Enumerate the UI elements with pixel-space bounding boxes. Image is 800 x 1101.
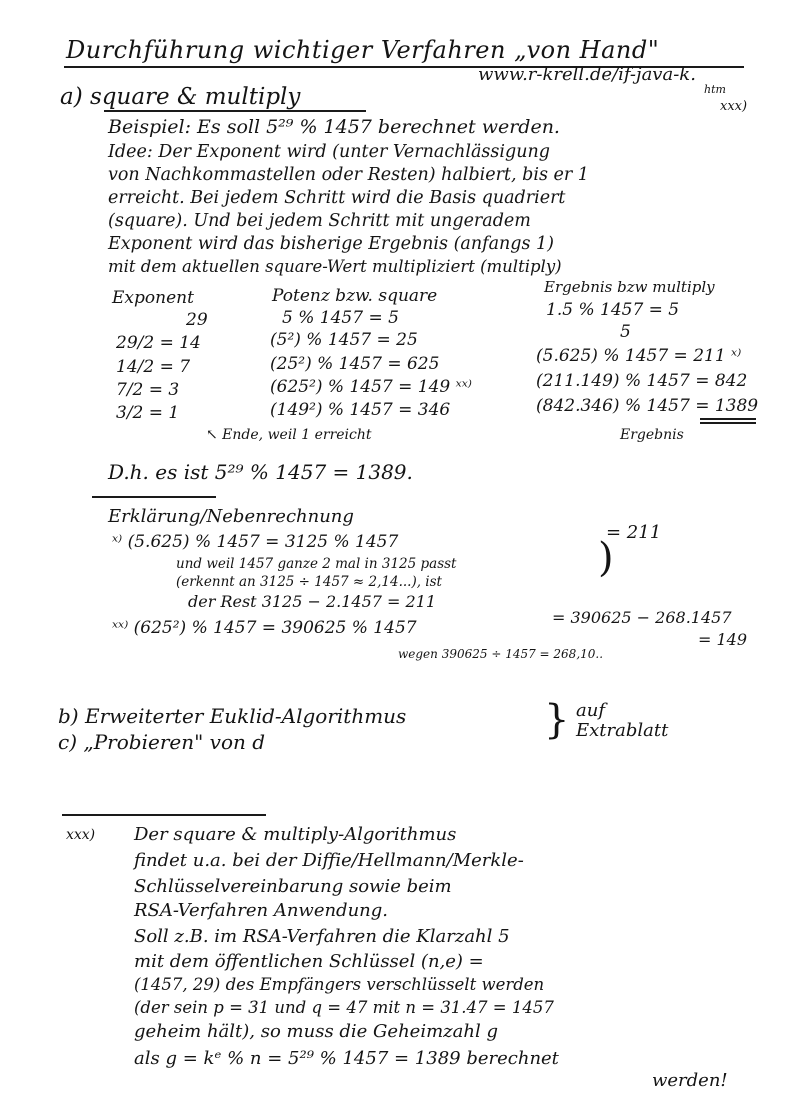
footnote-line-10: als g = kᵉ % n = 5²⁹ % 1457 = 1389 berechnet — [134, 1048, 559, 1069]
pot-row-3: (25²) % 1457 = 625 — [270, 354, 440, 374]
example-line: Beispiel: Es soll 5²⁹ % 1457 berechnet werden. — [108, 116, 560, 138]
exp-row-3: 14/2 = 7 — [116, 357, 191, 377]
footnote-line-5: Soll z.B. im RSA-Verfahren die Klarzahl 5 — [134, 926, 510, 947]
result-underline-1 — [700, 418, 756, 420]
idea-line-3: erreicht. Bei jedem Schritt wird die Basis quadriert — [108, 188, 566, 208]
pot-row-1: 5 % 1457 = 5 — [282, 308, 399, 328]
idea-line-4: (square). Und bei jedem Schritt mit ungeradem — [108, 211, 531, 231]
x1-line-3: (erkennt an 3125 ÷ 1457 ≈ 2,14...), ist — [176, 574, 442, 590]
source-url-suffix: htm — [704, 83, 726, 96]
x2-line-1: ˣˣ⁾ (625²) % 1457 = 390625 % 1457 — [112, 618, 417, 638]
footnote-line-1: Der square & multiply-Algorithmus — [134, 824, 457, 845]
end-note: ↖ Ende, weil 1 erreicht — [206, 427, 372, 443]
result-label: Ergebnis — [620, 427, 684, 443]
footnote-line-8: (der sein p = 31 und q = 47 mit n = 31.47 = 1457 — [134, 998, 554, 1017]
section-c: c) „Probieren" von d — [58, 730, 266, 754]
idea-line-5: Exponent wird das bisherige Ergebnis (anfangs 1) — [108, 234, 554, 254]
res-row-2: 5 — [620, 322, 631, 342]
col-header-ergebnis: Ergebnis bzw multiply — [544, 278, 715, 296]
x1-line-4: der Rest 3125 − 2.1457 = 211 — [188, 592, 437, 611]
footnote-line-9: geheim hält), so muss die Geheimzahl g — [134, 1021, 498, 1042]
footnote-line-11: werden! — [652, 1070, 728, 1091]
col-header-potenz: Potenz bzw. square — [272, 286, 438, 306]
footnote-line-6: mit dem öffentlichen Schlüssel (n,e) = — [134, 951, 484, 972]
section-b: b) Erweiterter Euklid-Algorithmus — [58, 704, 407, 728]
x2-equals: = 390625 − 268.1457 — [552, 608, 732, 627]
exp-row-1: 29 — [186, 310, 208, 330]
x1-brace: ) — [598, 535, 614, 581]
x1-equals: = 211 — [606, 522, 662, 543]
exp-row-4: 7/2 = 3 — [116, 380, 180, 400]
idea-line-6: mit dem aktuellen square-Wert multipliziert (multiply) — [108, 257, 562, 276]
res-row-1: 1.5 % 1457 = 5 — [546, 300, 680, 320]
conclusion: D.h. es ist 5²⁹ % 1457 = 1389. — [108, 460, 413, 484]
explanation-heading: Erklärung/Nebenrechnung — [108, 506, 354, 527]
section-a-heading: a) square & multiply — [60, 84, 301, 110]
x1-line-1: ˣ⁾ (5.625) % 1457 = 3125 % 1457 — [112, 532, 399, 552]
source-url-marker: xxx) — [720, 99, 748, 114]
x2-equals-result: = 149 — [698, 630, 748, 649]
bc-brace: } — [544, 697, 570, 743]
section-a-underline — [104, 110, 366, 112]
pot-row-4: (625²) % 1457 = 149 ˣˣ⁾ — [270, 377, 472, 397]
bc-note-1: auf — [576, 700, 605, 721]
footnote-line-7: (1457, 29) des Empfängers verschlüsselt werden — [134, 975, 545, 994]
x2-note: wegen 390625 ÷ 1457 = 268,10.. — [398, 647, 604, 661]
footnote-divider — [62, 814, 266, 816]
exp-row-2: 29/2 = 14 — [116, 333, 201, 353]
idea-line-1: Idee: Der Exponent wird (unter Vernachlässigung — [108, 142, 550, 162]
footnote-line-2: findet u.a. bei der Diffie/Hellmann/Merkle- — [134, 850, 524, 871]
res-row-3: (5.625) % 1457 = 211 ˣ⁾ — [536, 346, 742, 366]
col-header-exponent: Exponent — [112, 288, 194, 308]
page-title: Durchführung wichtiger Verfahren „von Hand" — [66, 36, 660, 64]
section-divider — [92, 496, 216, 498]
footnote-marker: xxx) — [66, 827, 96, 843]
bc-note-2: Extrablatt — [576, 720, 669, 741]
idea-line-2: von Nachkommastellen oder Resten) halbiert, bis er 1 — [108, 165, 589, 185]
pot-row-2: (5²) % 1457 = 25 — [270, 330, 418, 350]
res-row-5: (842.346) % 1457 = 1389 — [536, 396, 759, 416]
result-underline-2 — [700, 422, 756, 424]
res-row-4: (211.149) % 1457 = 842 — [536, 371, 748, 391]
footnote-line-4: RSA-Verfahren Anwendung. — [134, 900, 389, 921]
source-url: www.r-krell.de/if-java-k. — [478, 64, 696, 85]
footnote-line-3: Schlüsselvereinbarung sowie beim — [134, 876, 452, 897]
exp-row-5: 3/2 = 1 — [116, 403, 180, 423]
x1-line-2: und weil 1457 ganze 2 mal in 3125 passt — [176, 556, 457, 572]
pot-row-5: (149²) % 1457 = 346 — [270, 400, 451, 420]
